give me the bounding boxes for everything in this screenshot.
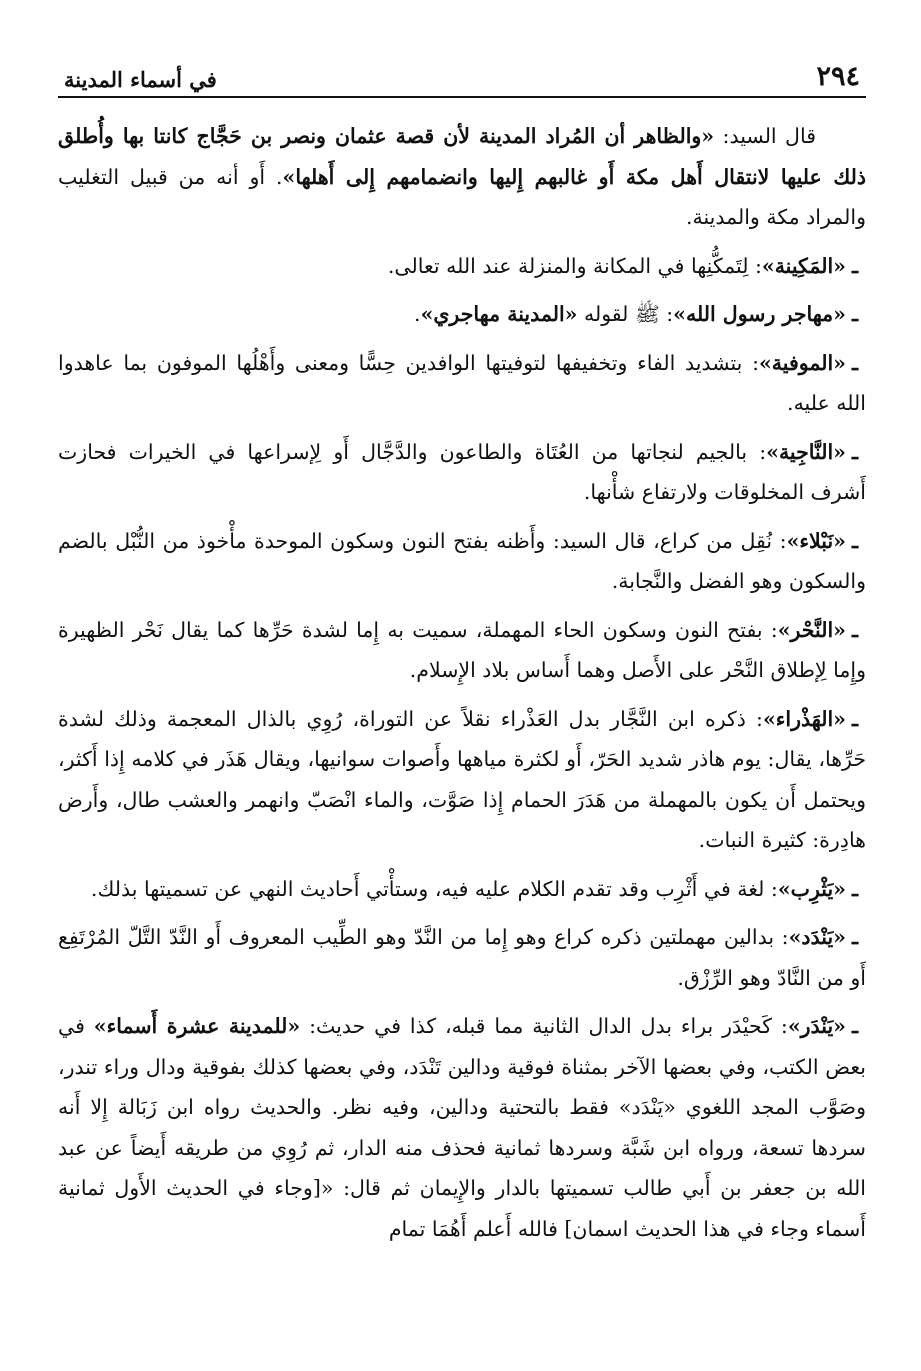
entry-term: «الهَذْراء» [762,706,846,731]
entry-dash: ـ [851,876,858,901]
entry-yathrib [58,869,866,910]
section-title: في أسماء المدينة [64,67,217,92]
entry-dash: ـ [851,617,858,642]
entry-text: : بدالين مهملتين ذكره كراع وهو إِما من النَّدّ وهو الطِّيب المعروف أَو النَّدّ التَّلّ المُرْتَفِع أَو من النَّادّ وهو الرِّزْق. [58,925,866,990]
entry-text: : لغة في أَثْرِب وقد تقدم الكلام عليه فيه، وستأْتي أَحاديث النهي عن تسميتها بذلك. [90,876,778,901]
paragraph-text: . أَو أنه من قبيل التغليب والمراد مكة والمدينة. [58,164,866,229]
entry-text: : ﷺ لقوله [577,302,674,326]
entry-term: «مهاجر رسول الله» [673,302,846,326]
entry-an-najiya [58,432,866,513]
entry-an-nahr [58,610,866,691]
page-number: ٢٩٤ [816,61,860,92]
entry-dash: ـ [851,302,858,326]
running-header [58,52,866,98]
entry-term: «يَثْرِب» [777,876,846,901]
entry-yandar [58,1006,866,1249]
entry-dash: ـ [851,706,858,731]
entry-muhajir [58,294,866,335]
entry-term: «يَنْدَر» [787,1014,846,1038]
entry-term: «نَبْلاء» [786,528,846,553]
entry-al-makina [58,246,866,287]
entry-term: «الموفية» [758,350,846,375]
quoted-passage: «والظاهر أن المُراد المدينة لأن قصة عثمان ونصر بن حَجَّاج كانتا بها وأُطلق ذلك عليها لانتقال أَهل مكة أَو غالبهم إِليها وانضمامهم إِلى أَهلها» [58,124,866,189]
entry-text: : ذكره ابن النَّجَّار بدل العَذْراء نقلاً عن التوراة، رُوِي بالذال المعجمة وذلك لشدة حَرِّها، يقال: يوم هاذر شديد الحَرّ، أَو لكثرة مياهها وأَصوات سوانيها، ويقال هَذَر في كلامه إِذا أَكثر، ويحتمل أَن يكون بالمهملة من هَدَرَ الحمام إِذا صَوَّت، والماء انْصَبّ وانهمر والعشب طال، وأَرض هادِرة: كثيرة النبات. [58,706,866,852]
entry-text: : لِتَمكُّنِها في المكانة والمنزلة عند الله تعالى. [387,253,762,278]
entry-term: «النَّحْر» [777,617,846,642]
entry-dash: ـ [852,1014,859,1038]
book-page [58,52,866,1352]
entry-text: : بفتح النون وسكون الحاء المهملة، سميت به إِما لشدة حَرِّها كما يقال نَحْر الظهيرة وإِما لِإطلاق النَّحْر على الأَصل وهما أَساس بلاد الإِسلام. [58,617,866,682]
body-text [58,116,866,1249]
entry-nabla [58,521,866,602]
quoted-passage: «المدينة مهاجري» [420,302,578,326]
entry-text: : كَحيْدَر براء بدل الدال الثانية مما قبله، كذا في حديث: [300,1014,788,1038]
entry-term: «المَكِينة» [761,253,846,278]
entry-term: «النَّاجِية» [766,439,846,464]
entry-al-hadhra [58,699,866,861]
entry-text: : بتشديد الفاء وتخفيفها لتوفيتها الوافدين حِسًّا ومعنى وأَهْلُها الموفون بما عاهدوا الله عليه. [58,350,866,415]
entry-term: «يَنْدَد» [788,925,846,949]
paragraph-lead: قال السيد: [714,124,816,148]
paragraph-intro [58,116,866,238]
entry-dash: ـ [851,528,858,553]
entry-yandad [58,917,866,998]
quoted-passage: «للمدينة عشرة أَسماء» [93,1014,301,1038]
entry-dash: ـ [851,439,858,464]
entry-tail: في بعض الكتب، وفي بعضها الآخر بمثناة فوقية ودالين تَنْدَد، وفي بعضها كذلك بفوقية ودال وراء تندر، وصَوَّب المجد اللغوي «يَنْدَد» فقط بالتحتية ودالين، وفيه نظر. والحديث رواه ابن زَبَالة إِلا أَنه سردها تسعة، ورواه ابن شَبَّة وسردها ثمانية فحذف منه الدار، ثم رُوِي من طريقه أَيضاً عن عبد الله بن جعفر بن أَبي طالب تسميتها بالدار والإِيمان ثم قال: «[وجاء في الحديث الأَول ثمانية أَسماء وجاء في هذا الحديث اسمان] فالله أَعلم أَهُمَا تمام [58,1014,866,1241]
entry-tail: . [414,302,421,326]
entry-dash: ـ [851,253,858,278]
entry-text: : نُقِل من كراع، قال السيد: وأَظنه بفتح النون وسكون الموحدة مأْخوذ من النُّبْل بالضم والسكون وهو الفضل والنَّجابة. [58,528,866,593]
entry-dash: ـ [851,925,858,949]
entry-dash: ـ [851,350,858,375]
entry-al-mufiya [58,343,866,424]
entry-text: : بالجيم لنجاتها من العُتَاة والطاعون والدَّجَّال أَو لِإسراعها في الخيرات فحازت أَشرف المخلوقات ولارتفاع شأْنها. [58,439,866,504]
